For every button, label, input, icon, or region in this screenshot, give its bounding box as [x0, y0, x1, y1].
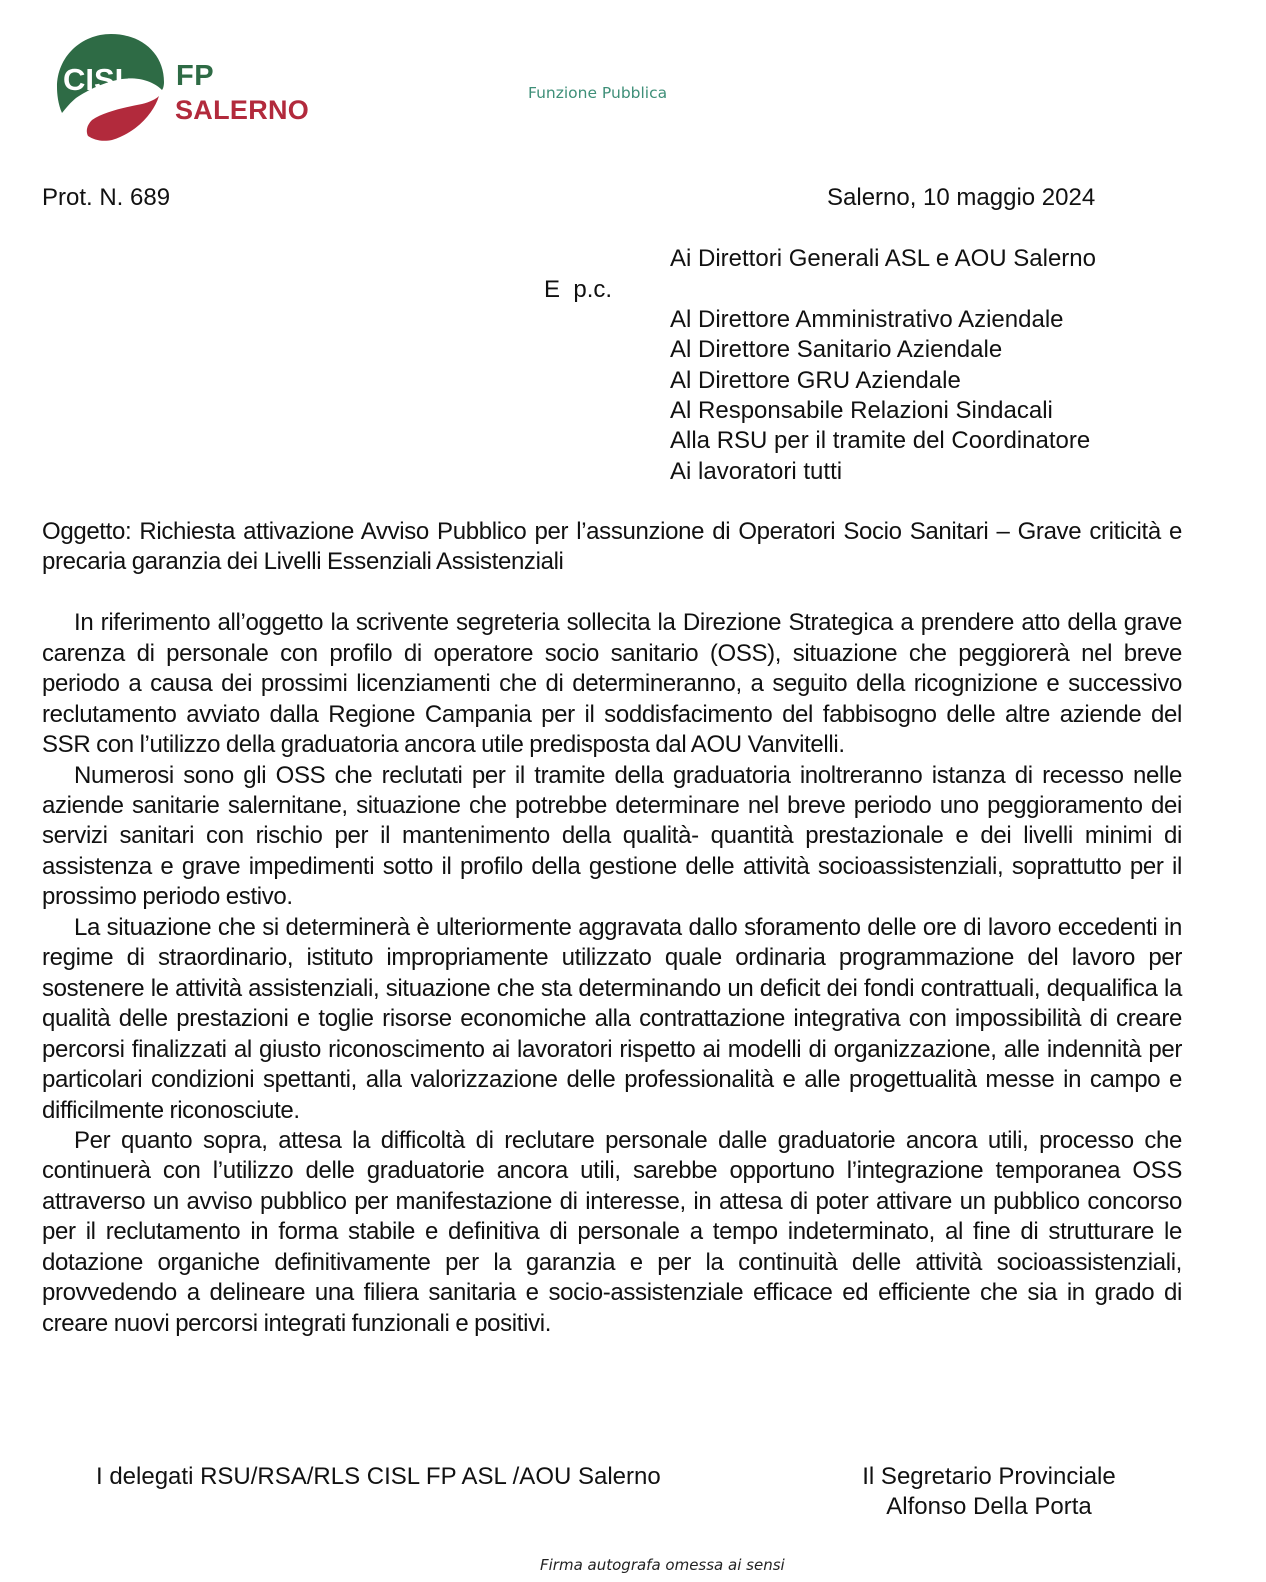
recipient-cc: Al Direttore Sanitario Aziendale — [670, 336, 1003, 364]
letter-body — [42, 517, 1182, 1339]
logo-cisl-text: CISL — [63, 62, 134, 97]
recipients-block — [670, 244, 1096, 487]
body-paragraph: La situazione che si determinerà è ulteriormente aggravata dallo sforamento delle ore di lavoro eccedenti in regime di straordinario, istituto impropriamente utilizzato quale ordinaria programmazione del lavoro per sostenere le attività assistenziali, situazione che sta determinando un deficit dei fondi contrattuali, dequalifica la qualità delle prestazioni e toglie risorse economiche alla contrattazione integrativa con impossibilità di creare percorsi finalizzati al giusto riconoscimento ai lavoratori rispetto ai modelli di organizzazione, alle indennità per particolari condizioni spettanti, alla valorizzazione delle professionalità e alle progettualità messe in campo e difficilmente riconosciute. — [42, 913, 1182, 1124]
recipient-cc: Al Direttore Amministrativo Aziendale — [670, 305, 1064, 333]
signature-omitted-note: Firma autografa omessa ai sensi — [540, 1556, 785, 1574]
signature-delegates: I delegati RSU/RSA/RLS CISL FP ASL /AOU Salerno — [96, 1463, 661, 1490]
logo-emblem-icon — [56, 32, 166, 142]
logo-city-text: SALERNO — [175, 95, 310, 125]
protocol-number: Prot. N. 689 — [42, 184, 171, 211]
recipients-spacer — [670, 274, 1096, 304]
signature-secretary-title: Il Segretario Provinciale — [862, 1463, 1116, 1490]
cisl-logo-mark — [56, 32, 166, 142]
recipient-primary: Ai Direttori Generali ASL e AOU Salerno — [670, 245, 1096, 272]
recipient-cc: Al Responsabile Relazioni Sindacali — [670, 397, 1053, 425]
place-date: Salerno, 10 maggio 2024 — [827, 184, 1096, 211]
body-paragraph: Per quanto sopra, attesa la difficoltà di reclutare personale dalle graduatorie ancora utili, processo che continuerà con l’utilizzo delle graduatorie ancora utili, sarebbe opportuno l’integrazione temporanea OSS attraverso un avviso pubblico per manifestazione di interesse, in attesa di poter attivare un pubblico concorso per il reclutamento in forma stabile e definitiva di personale a tempo indeterminato, al fine di strutturare le dotazione organiche definitivamente per la garanzia e per la continuità delle attività socioassistenziali, provvedendo a delineare una filiera sanitaria e socio-assistenziale efficace ed efficiente che sia in grado di creare nuovi percorsi integrati funzionali e positivi. — [42, 1127, 1182, 1337]
recipient-cc: Al Direttore GRU Aziendale — [670, 366, 961, 394]
body-paragraph: In riferimento all’oggetto la scrivente segreteria sollecita la Direzione Strategica a prendere atto della grave carenza di personale con profilo di operatore socio sanitario (OSS), situazione che peggiorerà nel breve periodo a causa dei prossimi licenziamenti che di determineranno, a seguito della ricognizione e successivo reclutamento avviato dalla Regione Campania per il soddisfacimento del fabbisogno delle altre aziende del SSR con l’utilizzo della graduatoria ancora utile predisposta dal AOU Vanvitelli. — [42, 609, 1182, 759]
tagline: Funzione Pubblica — [528, 84, 668, 102]
recipient-cc: Alla RSU per il tramite del Coordinatore — [670, 427, 1091, 455]
signature-secretary-name: Alfonso Della Porta — [886, 1493, 1092, 1521]
logo-fp-text: FP — [176, 60, 215, 92]
signature-secretary-block — [820, 1462, 1158, 1523]
cc-label: E p.c. — [544, 276, 613, 303]
body-paragraph: Numerosi sono gli OSS che reclutati per il tramite della graduatoria inoltreranno istanza di recesso nelle aziende sanitarie salernitane, situazione che potrebbe determinare nel breve periodo uno peggioramento dei servizi sanitari con rischio per il mantenimento della qualità- quantità prestazionale e dei livelli minimi di assistenza e grave impedimenti sotto il profilo della gestione delle attività socioassistenziali, soprattutto per il prossimo periodo estivo. — [42, 761, 1182, 911]
subject-line: Oggetto: Richiesta attivazione Avviso Pubblico per l’assunzione di Operatori Socio Sanitari – Grave criticità e precaria garanzia dei Livelli Essenziali Assistenziali — [42, 518, 1182, 576]
recipient-cc: Ai lavoratori tutti — [670, 457, 843, 485]
